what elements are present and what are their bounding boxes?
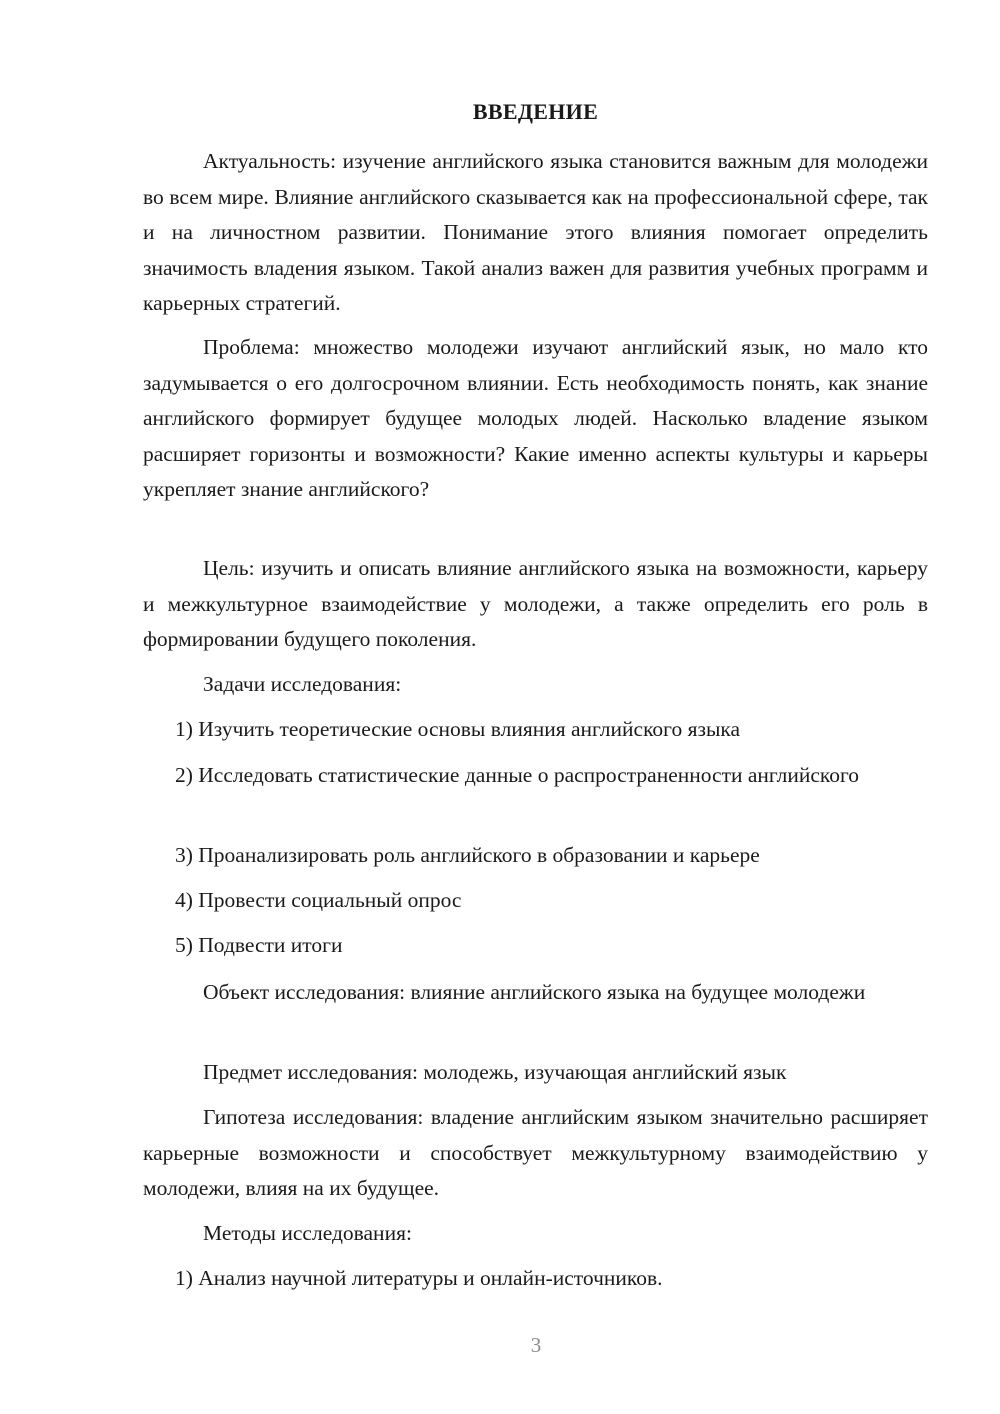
methods-heading: Методы исследования:	[203, 1221, 412, 1245]
method-item: 1) Анализ научной литературы и онлайн-источников.	[175, 1266, 663, 1290]
object-paragraph: Объект исследования: влияние английского языка на будущее молодежи	[203, 980, 866, 1004]
task-item: 5) Подвести итоги	[175, 933, 343, 957]
page-title: ВВЕДЕНИЕ	[472, 99, 599, 124]
task-item: 4) Провести социальный опрос	[175, 888, 462, 912]
task-item: 1) Изучить теоретические основы влияния английского языка	[175, 717, 741, 741]
problem-paragraph: Проблема: множество молодежи изучают английский язык, но мало кто задумывается о его долгосрочном влиянии. Есть необходимость понять, как знание английского формирует будущее молодых людей. Насколько владение языком расширяет горизонты и возможности? Какие именно аспекты культуры и карьеры укрепляет знание английского?	[143, 335, 928, 501]
subject-paragraph: Предмет исследования: молодежь, изучающая английский язык	[203, 1060, 787, 1084]
page-number: 3	[530, 1333, 542, 1357]
hypothesis-paragraph: Гипотеза исследования: владение английским языком значительно расширяет карьерные возможности и способствует межкультурному взаимодействию у молодежи, влияя на их будущее.	[143, 1105, 928, 1200]
tasks-heading: Задачи исследования:	[203, 672, 402, 696]
task-item: 2) Исследовать статистические данные о распространенности английского	[175, 763, 860, 787]
task-item: 3) Проанализировать роль английского в образовании и карьере	[175, 843, 760, 867]
goal-paragraph: Цель: изучить и описать влияние английского языка на возможности, карьеру и межкультурное взаимодействие у молодежи, а также определить его роль в формировании будущего поколения.	[143, 556, 928, 651]
relevance-paragraph: Актуальность: изучение английского языка становится важным для молодежи во всем мире. Влияние английского сказывается как на профессиональной сфере, так и на личностном развитии. Понимание этого влияния помогает определить значимость владения языком. Такой анализ важен для развития учебных программ и карьерных стратегий.	[143, 149, 928, 315]
